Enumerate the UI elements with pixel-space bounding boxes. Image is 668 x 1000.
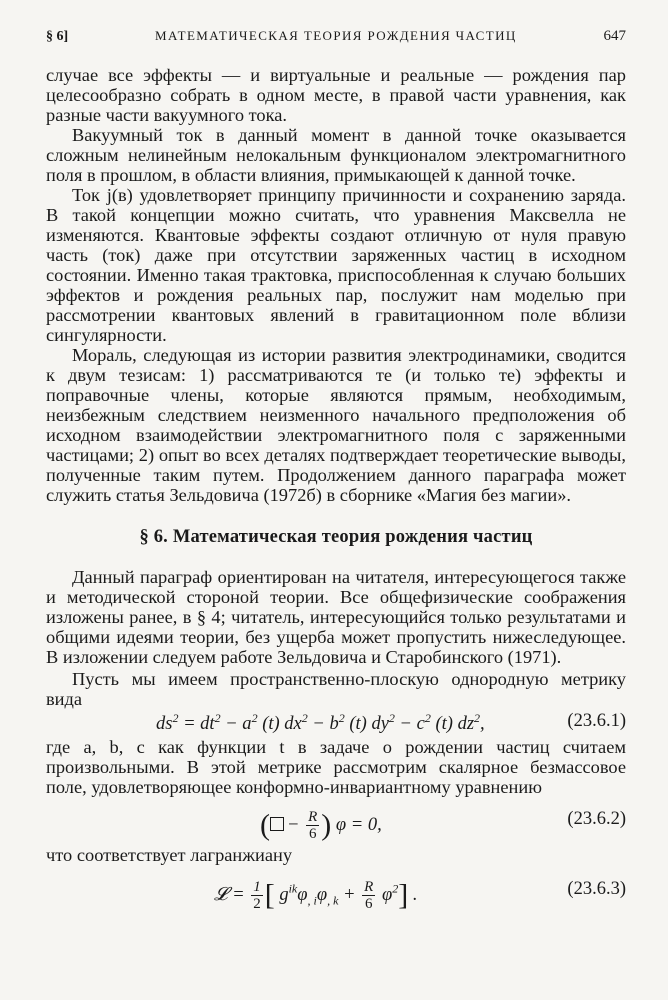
paragraph: где a, b, c как функции t в задаче о рождении частиц считаем произвольными. В этой метрике рассмотрим скалярное безмассовое поле, удовлетворяющее конформно-инвариантному уравнению (46, 737, 626, 797)
dalembertian-symbol (270, 817, 284, 831)
running-header (46, 28, 626, 45)
equation-number: (23.6.1) (567, 711, 626, 731)
header-section-mark: § 6] (46, 29, 69, 44)
paragraph: что соответствует лагранжиану (46, 845, 293, 865)
paragraph: Вакуумный ток в данный момент в данной точке оказывается сложным нелинейным нелокальным функционалом электромагнитного поля в прошлом, в области влияния, примыкающей к данной точке. (46, 125, 626, 185)
equation-23-6-1 (46, 711, 626, 735)
header-title: МАТЕМАТИЧЕСКАЯ ТЕОРИЯ РОЖДЕНИЯ ЧАСТИЦ (155, 28, 517, 43)
equation-body: 𝓛 = $\frac{1}{2}$ [ $g^{ik}\varphi_{, i}\varphi_{, k}$ + $\frac{R}{6}$ $\varphi^2$] . (214, 878, 418, 912)
paragraph: Мораль, следующая из истории развития электродинамики, сводится к двум тезисам: 1) рассматриваются те (и только те) эффекты и поправочные члены, которые являются прямым, необходимым, неизбежным следствием неизменного начального предположения об исходном взаимодействии электромагнитного поля с заряженными частицами; 2) опыт во всех деталях подтверждает теоретические выводы, полученные таким путем. Продолжением данного параграфа может служить статья Зельдовича (1972б) в сборнике «Магия без магии». (46, 345, 626, 505)
paragraph: Ток j(в) удовлетворяет принципу причинности и сохранению заряда. В такой концепции можно считать, что уравнения Максвелла не изменяются. Квантовые эффекты создают отличную от нуля правую часть (ток) даже при отсутствии заряженных частиц в исходном состоянии. Именно такая трактовка, приспособленная к случаю больших эффектов и рождения реальных пар, послужит нам моделью при рассмотрении квантовых явлений в гравитационном поле вблизи сингулярности. (46, 185, 626, 345)
paragraph: Пусть мы имеем пространственно-плоскую однородную метрику вида (46, 669, 626, 709)
equation-23-6-2 (46, 799, 626, 843)
section-heading: § 6. Математическая теория рождения частиц (139, 527, 533, 547)
equation-body: ( − $\frac{R}{6}$ ) φ = 0, (260, 808, 382, 842)
paragraph: случае все эффекты — и виртуальные и реальные — рождения пар целесообразно собрать в одном месте, в правой части уравнения, как разные части вакуумного тока. (46, 65, 626, 125)
equation-number: (23.6.2) (567, 809, 626, 829)
equation-23-6-3 (46, 867, 626, 913)
equation-number: (23.6.3) (567, 879, 626, 899)
equation-body: $ds^2 = dt^2 - a^2$ (t) $dx^2 - b^2$ (t) $dy^2 - c^2$ (t) $dz^2$, (156, 711, 485, 735)
page-number: 647 (603, 28, 626, 44)
paragraph: Данный параграф ориентирован на читателя, интересующегося также и методической стороной теории. Все общефизические соображения изложены ранее, в § 4; читатель, интересующийся только результатами и общими идеями теории, без ущерба может пропустить нижеследующее. В изложении следуем работе Зельдовича и Старобинского (1971). (46, 567, 626, 667)
